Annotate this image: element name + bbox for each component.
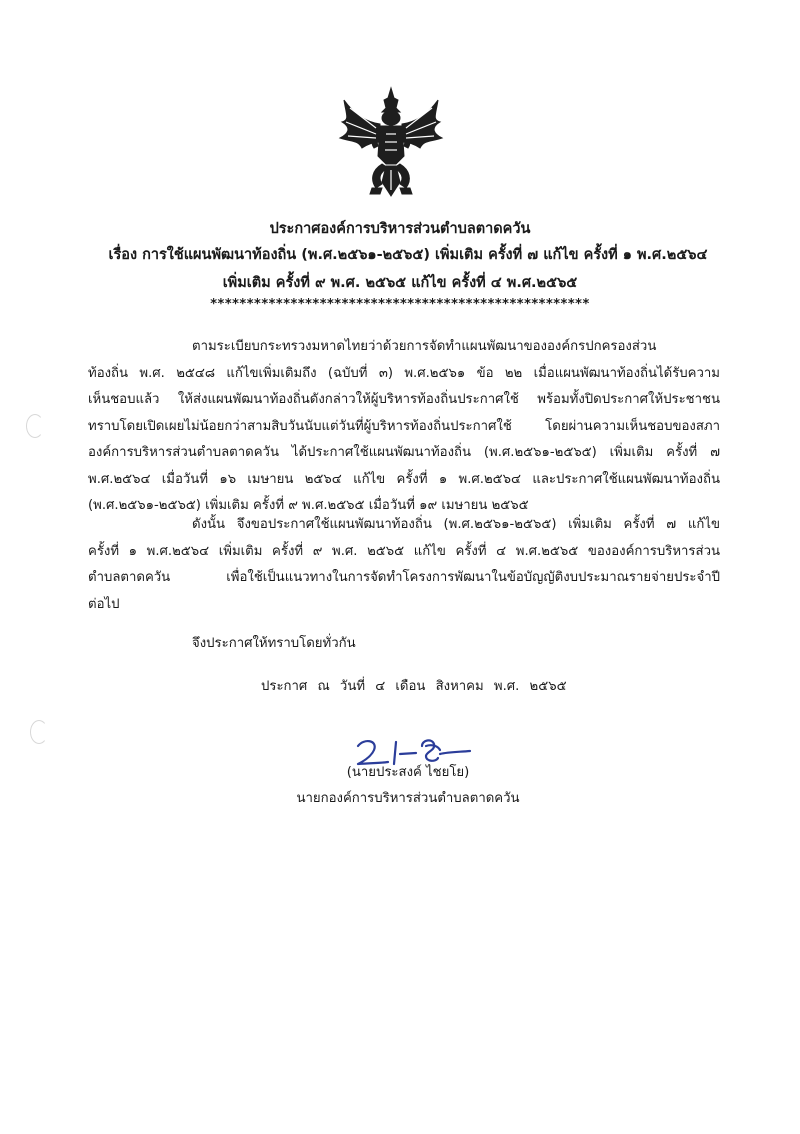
- title-separator: ****************************************************: [210, 297, 590, 312]
- subject-line: เรื่อง การใช้แผนพัฒนาท้องถิ่น (พ.ศ.๒๕๖๑-๒๕๖๕) เพิ่มเติม ครั้งที่ ๗ แก้ไข ครั้งที่ ๑ พ.ศ.๒๕๖๔: [108, 247, 708, 263]
- paragraph-line: ท้องถิ่น พ.ศ. ๒๕๔๘ แก้ไขเพิ่มเติมถึง (ฉบับที่ ๓) พ.ศ.๒๕๖๑ ข้อ ๒๒ เมื่อแผนพัฒนาท้องถิ่นได้รับความ: [88, 365, 720, 381]
- paragraph-line: เห็นชอบแล้ว ให้ส่งแผนพัฒนาท้องถิ่นดังกล่าวให้ผู้บริหารท้องถิ่นประกาศใช้ พร้อมทั้งปิดประกาศให้ประชาชน: [88, 392, 720, 407]
- paragraph-line: (พ.ศ.๒๕๖๑-๒๕๖๕) เพิ่มเติม ครั้งที่ ๙ พ.ศ.๒๕๖๕ เมื่อวันที่ ๑๙ เมษายน ๒๕๖๕: [88, 498, 529, 513]
- announce-line: จึงประกาศให้ทราบโดยทั่วกัน: [192, 636, 356, 651]
- paragraph-line: ครั้งที่ ๑ พ.ศ.๒๕๖๔ เพิ่มเติม ครั้งที่ ๙ พ.ศ. ๒๕๖๕ แก้ไข ครั้งที่ ๔ พ.ศ.๒๕๖๕ ขององค์การบริหารส่วน: [88, 543, 720, 559]
- subject-line-continued: เพิ่มเติม ครั้งที่ ๙ พ.ศ. ๒๕๖๕ แก้ไข ครั้งที่ ๔ พ.ศ.๒๕๖๕: [222, 275, 578, 291]
- date-line: ประกาศ ณ วันที่ ๔ เดือน สิงหาคม พ.ศ. ๒๕๖๕: [261, 679, 567, 694]
- paragraph-line: ตำบลตาดควัน เพื่อใช้เป็นแนวทางในการจัดทำโครงการพัฒนาในข้อบัญญัติงบประมาณรายจ่ายประจำปี: [88, 570, 720, 585]
- paragraph-line: ทราบโดยเปิดเผยไม่น้อยกว่าสามสิบวันนับแต่วันที่ผู้บริหารท้องถิ่นประกาศใช้ โดยผ่านความเห็นชอบของสภา: [88, 418, 720, 434]
- paragraph-line: ตามระเบียบกระทรวงมหาดไทยว่าด้วยการจัดทำแผนพัฒนาขององค์กรปกครองส่วน: [192, 339, 657, 354]
- body-paragraph-1: [88, 334, 720, 520]
- signer-title: นายกองค์การบริหารส่วนตำบลตาดควัน: [296, 791, 520, 806]
- paragraph-line: องค์การบริหารส่วนตำบลตาดควัน ได้ประกาศใช้แผนพัฒนาท้องถิ่น (พ.ศ.๒๕๖๑-๒๕๖๕) เพิ่มเติม ครั้งที่ ๗: [88, 445, 720, 460]
- punch-hole-mark: [30, 720, 48, 744]
- body-paragraph-2: [88, 512, 720, 618]
- announcement-title: ประกาศองค์การบริหารส่วนตำบลตาดควัน: [269, 221, 531, 237]
- paragraph-line: ดังนั้น จึงขอประกาศใช้แผนพัฒนาท้องถิ่น (พ.ศ.๒๕๖๑-๒๕๖๕) เพิ่มเติม ครั้งที่ ๗ แก้ไข: [192, 517, 720, 532]
- paragraph-line: พ.ศ.๒๕๖๔ เมื่อวันที่ ๑๖ เมษายน ๒๕๖๔ แก้ไข ครั้งที่ ๑ พ.ศ.๒๕๖๔ และประกาศใช้แผนพัฒนาท้องถิ่น: [88, 471, 720, 487]
- signer-name: (นายประสงค์ ไชยโย): [346, 765, 470, 780]
- punch-hole-mark: [26, 414, 44, 438]
- paragraph-line: ต่อไป: [88, 596, 120, 612]
- garuda-emblem-icon: [336, 86, 446, 204]
